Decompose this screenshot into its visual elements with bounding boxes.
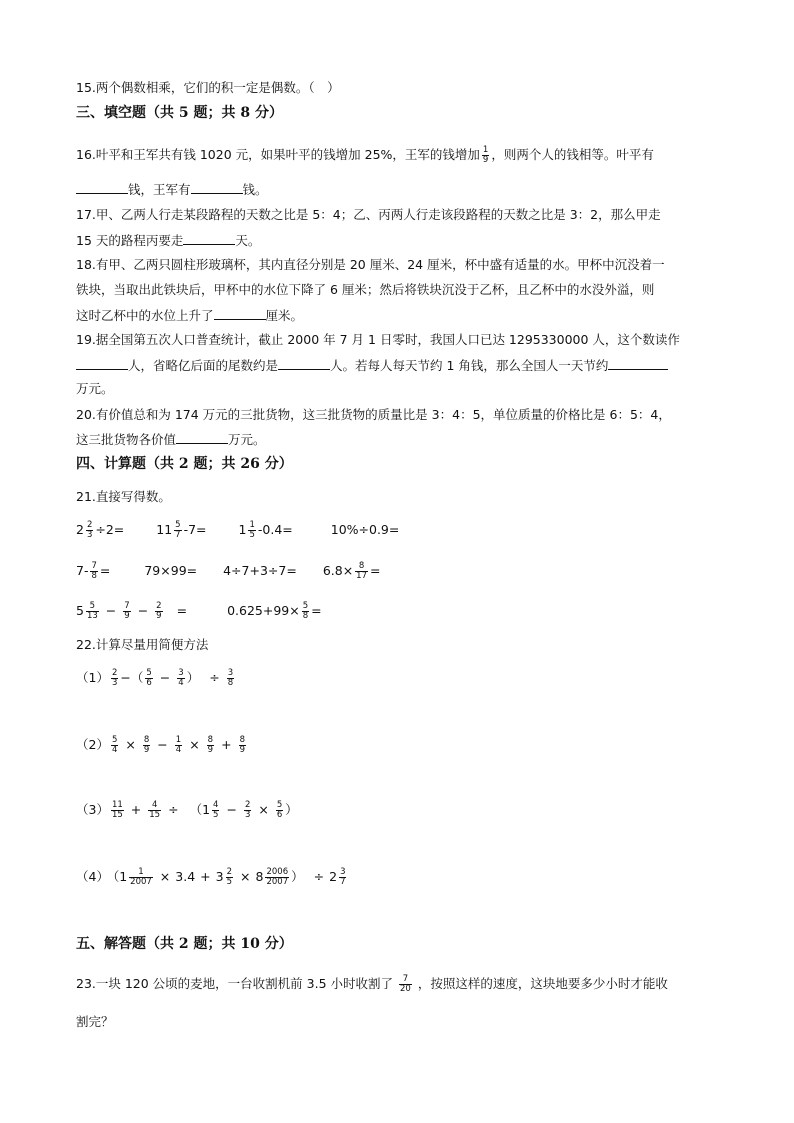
answer-blank[interactable] [76, 180, 128, 194]
text-segment: 4÷7+3÷7= [223, 563, 297, 578]
numerator: 1 [175, 735, 182, 745]
numerator: 5 [86, 602, 99, 612]
section-5-heading: 五、解答题（共 2 题；共 10 分） [76, 936, 293, 952]
question-16-line-2 [76, 180, 268, 199]
text-segment: ） [186, 670, 200, 685]
numerator: 5 [111, 735, 118, 745]
fraction [143, 736, 150, 755]
text-segment: 3.4 [175, 869, 196, 884]
question-20-line-1: 20.有价值总和为 174 万元的三批货物，这三批货物的质量比是 3：4：5，单位质量的价格比是 6：5：4， [76, 407, 671, 422]
text-segment: 钱，王军有 [128, 182, 191, 197]
question-15: 15.两个偶数相乘，它们的积一定是偶数。（ ） [76, 80, 340, 95]
fraction [248, 521, 255, 540]
denominator: 2007 [266, 877, 289, 887]
denominator: 7 [340, 877, 346, 887]
text-segment: − [137, 603, 149, 618]
text-segment: ，按照这样的速度，这块地要多少小时才能收 [417, 976, 668, 991]
text-segment: × [240, 869, 251, 884]
text-segment: 这三批货物各价值 [76, 432, 177, 447]
text-segment: （1 [189, 802, 211, 817]
text-segment: × [258, 802, 269, 817]
denominator: 15 [111, 810, 123, 820]
denominator: 8 [227, 678, 234, 688]
fraction [111, 736, 118, 755]
denominator: 8 [91, 571, 97, 581]
question-18-line-3 [76, 306, 303, 325]
text-segment: （3） [76, 802, 109, 817]
denominator: 9 [143, 745, 150, 755]
calc-row-3 [76, 602, 322, 621]
fraction [145, 669, 152, 688]
text-segment: 天。 [235, 233, 261, 248]
numerator: 8 [239, 735, 245, 745]
text-segment: 16.叶平和王军共有钱 1020 元，如果叶平的钱增加 25%，王军的钱增加 [76, 147, 480, 162]
text-segment: 厘米。 [265, 308, 304, 323]
denominator: 2007 [130, 877, 152, 887]
numerator: 1 [129, 868, 153, 878]
denominator: 5 [226, 877, 233, 887]
answer-blank[interactable] [76, 356, 128, 370]
numerator: 2 [156, 601, 162, 611]
question-19-line-2 [76, 356, 668, 375]
text-segment: 7- [76, 563, 89, 578]
text-segment: -7= [183, 522, 207, 537]
numerator: 1 [482, 145, 489, 155]
text-segment: × [189, 737, 200, 752]
numerator: 3 [178, 668, 184, 678]
answer-blank[interactable] [278, 356, 330, 370]
text-segment: × [159, 869, 171, 884]
numerator: 5 [175, 520, 181, 530]
fraction [86, 602, 99, 621]
text-segment: -0.4= [257, 522, 293, 537]
denominator: 5 [213, 810, 219, 820]
calc-row-1 [76, 521, 399, 540]
denominator: 15 [149, 810, 161, 820]
text-segment: ，则两个人的钱相等。叶平有 [491, 147, 654, 162]
numerator: 2 [226, 867, 233, 877]
numerator: 5 [146, 668, 152, 678]
text-segment: ÷ [209, 670, 220, 685]
text-segment: 15 天的路程丙要走 [76, 233, 184, 248]
answer-blank[interactable] [608, 356, 668, 370]
denominator: 6 [146, 678, 152, 688]
numerator: 5 [302, 601, 309, 611]
text-segment: ÷2= [95, 522, 125, 537]
fraction [86, 521, 93, 540]
numerator: 2 [86, 520, 93, 530]
numerator: 11 [111, 800, 123, 810]
sub-question-4 [76, 868, 348, 887]
fraction [148, 801, 161, 820]
text-segment: 人。若每人每天节约 1 角钱，那么全国人一天节约 [330, 358, 609, 373]
sub-question-2 [76, 736, 248, 755]
fraction [129, 868, 153, 887]
text-segment: （4） [76, 869, 109, 884]
denominator: 3 [244, 810, 251, 820]
text-segment: ） [285, 802, 298, 817]
text-segment: − [159, 670, 171, 685]
denominator: 4 [178, 678, 184, 688]
text-segment: − [105, 603, 117, 618]
question-17-line-1: 17.甲、乙两人行走某段路程的天数之比是 5：4；乙、丙两人行走该段路程的天数之比是 3：2，那么甲走 [76, 207, 661, 222]
denominator: 4 [111, 745, 118, 755]
fraction [399, 975, 412, 994]
numerator: 4 [213, 800, 219, 810]
numerator: 8 [143, 735, 150, 745]
section-3-heading: 三、填空题（共 5 题；共 8 分） [76, 105, 283, 121]
numerator: 3 [227, 668, 234, 678]
text-segment: ÷ [168, 802, 179, 817]
text-segment: + [130, 802, 142, 817]
text-segment: 钱。 [242, 182, 268, 197]
denominator: 3 [86, 530, 93, 540]
text-segment: 3 [215, 869, 224, 884]
question-21: 21.直接写得数。 [76, 489, 171, 504]
fraction [227, 669, 234, 688]
text-segment: 0.625+99× [227, 603, 300, 618]
text-segment: 2 [329, 869, 338, 884]
text-segment: = [99, 563, 111, 578]
numerator: 2006 [266, 867, 289, 877]
denominator: 8 [302, 611, 309, 621]
denominator: 13 [86, 611, 98, 621]
text-segment: − [226, 802, 237, 817]
fraction [302, 602, 309, 621]
numerator: 7 [91, 561, 97, 571]
question-22: 22.计算尽量用简便方法 [76, 637, 209, 652]
fraction [155, 602, 162, 621]
fraction [239, 736, 246, 755]
answer-blank[interactable] [183, 231, 235, 245]
denominator: 17 [356, 571, 367, 581]
text-segment: （1） [76, 670, 109, 685]
question-17-line-2 [76, 231, 260, 250]
text-segment: 2 [76, 522, 84, 537]
sub-question-1 [76, 669, 236, 688]
text-segment: × [125, 737, 136, 752]
denominator: 9 [156, 611, 162, 621]
text-segment: + [221, 737, 232, 752]
text-segment: − [157, 737, 168, 752]
fraction [111, 801, 124, 820]
numerator: 8 [355, 562, 368, 572]
fraction [175, 736, 182, 755]
numerator: 2 [111, 668, 118, 678]
section-4-heading: 四、计算题（共 2 题；共 26 分） [76, 456, 293, 472]
question-20-line-2 [76, 430, 266, 449]
question-23-line-2: 割完？ [76, 1014, 114, 1029]
text-segment: 5 [76, 603, 84, 618]
question-19-line-3: 万元。 [76, 381, 114, 396]
numerator: 7 [124, 601, 130, 611]
text-segment: 23.一块 120 公顷的麦地，一台收割机前 3.5 小时收割了 [76, 976, 394, 991]
numerator: 8 [207, 735, 214, 745]
denominator: 20 [400, 984, 411, 994]
fraction [212, 801, 219, 820]
denominator: 9 [482, 155, 489, 165]
fraction [174, 521, 181, 540]
question-19-line-1: 19.据全国第五次人口普查统计，截止 2000 年 7 月 1 日零时，我国人口已达 1295330000 人，这个数读作 [76, 332, 680, 347]
question-23-line-1 [76, 975, 668, 994]
numerator: 3 [340, 867, 346, 877]
calc-row-2 [76, 562, 380, 581]
numerator: 5 [276, 800, 283, 810]
sub-question-3 [76, 801, 298, 820]
text-segment: ） [291, 869, 304, 884]
question-18-line-1: 18.有甲、乙两只圆柱形玻璃杯，其内直径分别是 20 厘米、24 厘米，杯中盛有适量的水。甲杯中沉没着一 [76, 257, 665, 272]
numerator: 2 [244, 800, 251, 810]
fraction [207, 736, 214, 755]
fraction [265, 868, 289, 887]
fraction [276, 801, 283, 820]
fraction [123, 602, 130, 621]
text-segment: 10%÷0.9= [330, 522, 400, 537]
answer-blank[interactable] [176, 430, 228, 444]
answer-blank[interactable] [214, 306, 266, 320]
text-segment: （1 [112, 869, 128, 884]
text-segment: −（ [120, 670, 144, 685]
fraction [339, 868, 346, 887]
numerator: 4 [148, 801, 161, 811]
denominator: 3 [111, 678, 118, 688]
text-segment: = [311, 603, 322, 618]
fraction [177, 669, 184, 688]
denominator: 9 [207, 745, 214, 755]
text-segment: 1 [238, 522, 247, 537]
text-segment: 万元。 [228, 432, 266, 447]
text-segment: 这时乙杯中的水位上升了 [76, 308, 214, 323]
fraction [482, 146, 489, 165]
denominator: 9 [124, 611, 130, 621]
denominator: 6 [276, 810, 283, 820]
text-segment: 8 [255, 869, 264, 884]
fraction [111, 669, 118, 688]
denominator: 9 [239, 745, 245, 755]
text-segment: ÷ [313, 869, 325, 884]
text-segment: 79×99= [144, 563, 198, 578]
fraction [355, 562, 368, 581]
fraction [244, 801, 251, 820]
fraction [226, 868, 233, 887]
question-18-line-2: 铁块，当取出此铁块后，甲杯中的水位下降了 6 厘米；然后将铁块沉没于乙杯，且乙杯中的水没外溢，则 [76, 282, 655, 297]
fraction [90, 562, 97, 581]
denominator: 7 [175, 530, 181, 540]
text-segment: = [370, 563, 381, 578]
text-segment: 6.8× [322, 563, 354, 578]
numerator: 7 [399, 975, 412, 985]
text-segment: （2） [76, 737, 109, 752]
text-segment: 11 [156, 522, 173, 537]
denominator: 4 [175, 745, 182, 755]
text-segment: 人，省略亿后面的尾数约是 [128, 358, 279, 373]
text-segment: = [176, 603, 188, 618]
denominator: 5 [249, 530, 255, 540]
answer-blank[interactable] [191, 180, 243, 194]
text-segment: + [200, 869, 211, 884]
numerator: 1 [249, 520, 255, 530]
question-16-line-1 [76, 146, 654, 165]
